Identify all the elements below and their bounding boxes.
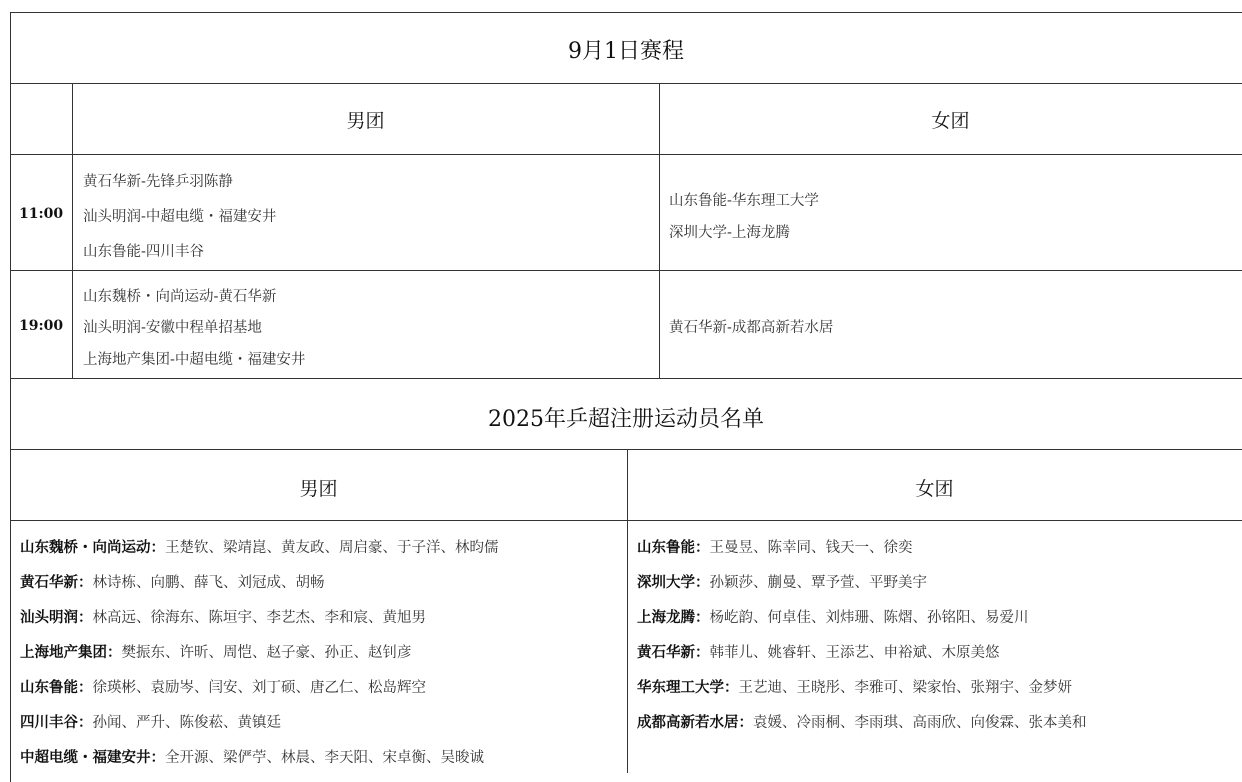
player-list: 王曼昱、陈幸同、钱天一、徐奕: [709, 540, 913, 556]
roster-entry: [20, 711, 281, 732]
divider: [10, 83, 1242, 84]
men-match: 黄石华新-先锋乒羽陈静: [83, 174, 233, 190]
team-name: 上海龙腾：: [637, 609, 710, 626]
women-match: 黄石华新-成都高新若水居: [669, 320, 834, 336]
team-name: 黄石华新：: [20, 574, 93, 591]
team-name: 上海地产集团：: [20, 644, 122, 661]
roster-entry: [637, 536, 913, 557]
schedule-men-header: 男团: [346, 110, 385, 132]
player-list: 王艺迪、王晓彤、李雅可、梁家怡、张翔宇、金梦妍: [738, 680, 1072, 696]
divider: [10, 378, 1242, 379]
player-list: 林高远、徐海东、陈垣宇、李艺杰、李和宸、黄旭男: [92, 610, 426, 626]
team-name: 汕头明润：: [20, 609, 93, 626]
player-list: 孙闻、严升、陈俊菘、黄镇廷: [92, 715, 281, 731]
team-name: 四川丰谷：: [20, 714, 93, 731]
player-list: 杨屹韵、何卓佳、刘炜珊、陈熠、孙铭阳、易爱川: [709, 610, 1029, 626]
roster-entry: [20, 536, 499, 557]
player-list: 樊振东、许昕、周恺、赵子豪、孙正、赵钊彦: [121, 645, 412, 661]
men-match: 汕头明润-中超电缆・福建安井: [83, 209, 277, 225]
women-match: 深圳大学-上海龙腾: [669, 225, 790, 241]
men-match: 山东魏桥・向尚运动-黄石华新: [83, 289, 277, 305]
roster-entry: [20, 571, 325, 592]
player-list: 徐瑛彬、袁励岑、闫安、刘丁硕、唐乙仁、松岛辉空: [92, 680, 426, 696]
team-name: 黄石华新：: [637, 644, 710, 661]
roster-entry: [637, 676, 1072, 697]
match-time: 19:00: [19, 318, 64, 334]
divider: [10, 154, 1242, 155]
player-list: 王楚钦、梁靖崑、黄友政、周启豪、于子洋、林昀儒: [165, 540, 499, 556]
roster-entry: [637, 641, 1000, 662]
player-list: 袁媛、冷雨桐、李雨琪、高雨欣、向俊霖、张本美和: [753, 715, 1087, 731]
men-match: 汕头明润-安徽中程单招基地: [83, 320, 262, 336]
men-match: 山东鲁能-四川丰谷: [83, 244, 204, 260]
divider: [10, 270, 1242, 271]
men-match: 上海地产集团-中超电缆・福建安井: [83, 352, 306, 368]
roster-entry: [20, 606, 426, 627]
player-list: 孙颖莎、蒯曼、覃予萱、平野美宇: [709, 575, 927, 591]
roster-women-header: 女团: [915, 478, 954, 500]
player-list: 林诗栋、向鹏、薛飞、刘冠成、胡畅: [92, 575, 325, 591]
roster-entry: [637, 571, 927, 592]
player-list: 全开源、梁俨苧、林晨、李天阳、宋卓衡、吴晙诚: [165, 750, 484, 766]
team-name: 山东鲁能：: [637, 539, 710, 556]
roster-title: 2025年乒超注册运动员名单: [488, 407, 764, 432]
roster-entry: [20, 746, 484, 767]
schedule-title: 9月1日赛程: [568, 39, 684, 64]
team-name: 深圳大学：: [637, 574, 710, 591]
roster-men-header: 男团: [299, 478, 338, 500]
roster-entry: [20, 676, 426, 697]
roster-entry: [637, 711, 1087, 732]
women-match: 山东鲁能-华东理工大学: [669, 193, 819, 209]
divider: [10, 449, 1242, 450]
player-list: 韩菲儿、姚睿轩、王添艺、申裕斌、木原美悠: [709, 645, 1000, 661]
roster-entry: [637, 606, 1029, 627]
roster-entry: [20, 641, 412, 662]
schedule-women-header: 女团: [931, 110, 970, 132]
divider: [10, 520, 1242, 521]
team-name: 成都高新若水居：: [637, 714, 753, 731]
team-name: 山东魏桥・向尚运动：: [20, 539, 165, 556]
team-name: 华东理工大学：: [637, 679, 739, 696]
team-name: 中超电缆・福建安井：: [20, 749, 165, 766]
match-time: 11:00: [19, 206, 64, 222]
team-name: 山东鲁能：: [20, 679, 93, 696]
